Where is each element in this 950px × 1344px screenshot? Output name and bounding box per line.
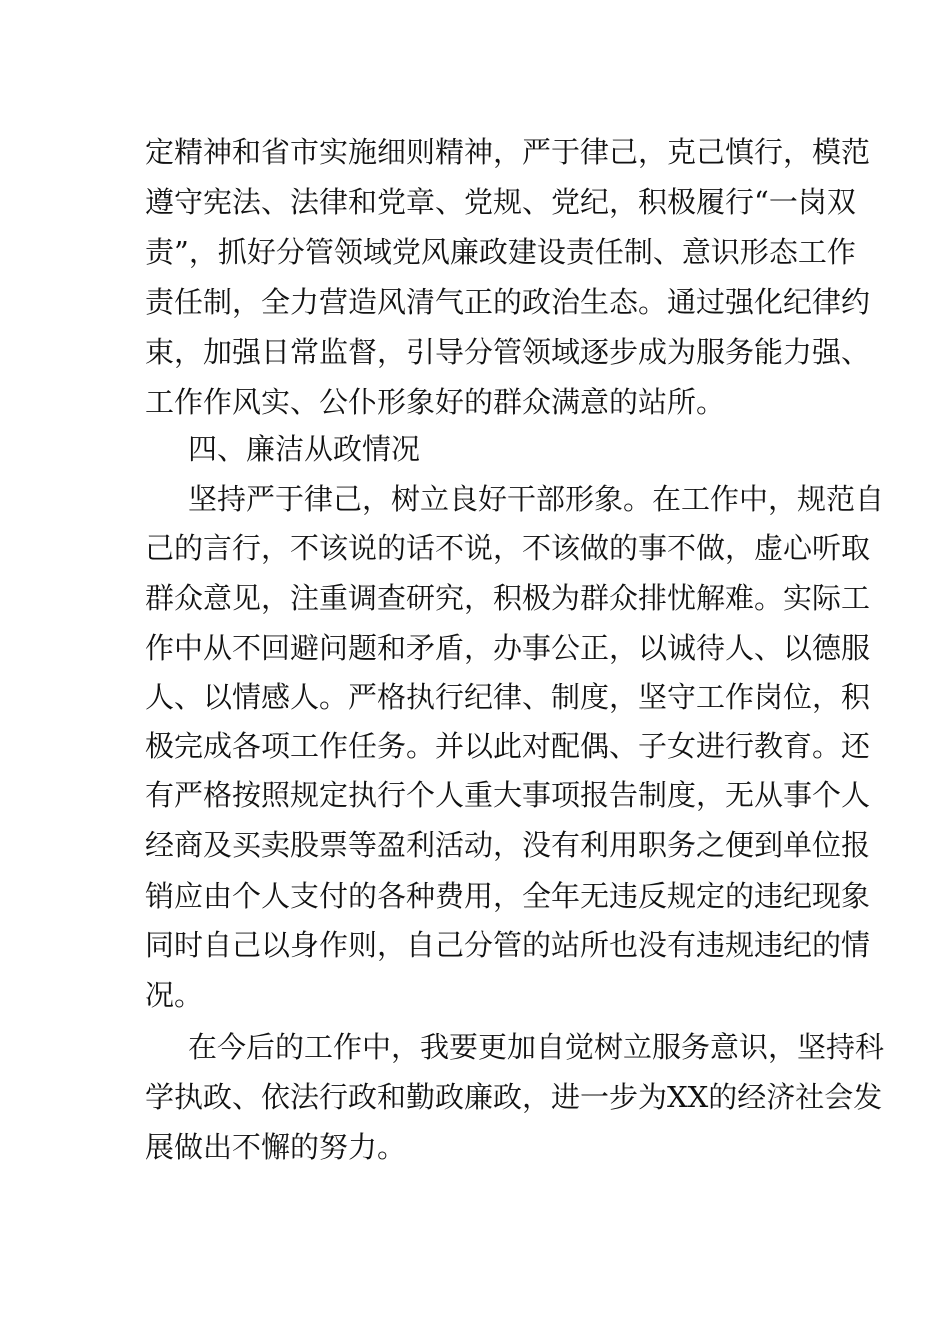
text-line: 况。 <box>145 978 204 1012</box>
text-line: 销应由个人支付的各种费用，全年无违反规定的违纪现象 <box>145 879 871 913</box>
text-line: 遵守宪法、法律和党章、党规、党纪，积极履行“一岗双 <box>145 185 856 219</box>
text-line: 展做出不懈的努力。 <box>145 1130 407 1164</box>
text-line: 工作作风实、公仆形象好的群众满意的站所。 <box>145 385 726 419</box>
text-line: 责”，抓好分管领域党风廉政建设责任制、意识形态工作 <box>145 235 856 269</box>
text-line: 束，加强日常监督，引导分管领域逐步成为服务能力强、 <box>145 335 871 369</box>
text-line: 人、以情感人。严格执行纪律、制度，坚守工作岗位，积 <box>145 680 871 714</box>
text-line: 经商及买卖股票等盈利活动，没有利用职务之便到单位报 <box>145 828 871 862</box>
text-line: 群众意见，注重调查研究，积极为群众排忧解难。实际工 <box>145 581 871 615</box>
text-line: 有严格按照规定执行个人重大事项报告制度，无从事个人 <box>145 778 871 812</box>
text-line: 同时自己以身作则，自己分管的站所也没有违规违纪的情 <box>145 928 871 962</box>
text-line: 在今后的工作中，我要更加自觉树立服务意识，坚持科 <box>188 1030 885 1064</box>
text-line: 责任制，全力营造风清气正的政治生态。通过强化纪律约 <box>145 285 871 319</box>
text-line: 极完成各项工作任务。并以此对配偶、子女进行教育。还 <box>145 729 871 763</box>
text-line: 定精神和省市实施细则精神，严于律己，克己慎行，模范 <box>145 135 871 169</box>
section-heading: 四、廉洁从政情况 <box>188 432 421 466</box>
text-line: 己的言行，不该说的话不说，不该做的事不做，虚心听取 <box>145 531 871 565</box>
text-line: 作中从不回避问题和矛盾，办事公正，以诚待人、以德服 <box>145 631 871 665</box>
text-line: 学执政、依法行政和勤政廉政，进一步为XX的经济社会发 <box>145 1080 883 1114</box>
text-line: 坚持严于律己，树立良好干部形象。在工作中，规范自 <box>188 482 885 516</box>
